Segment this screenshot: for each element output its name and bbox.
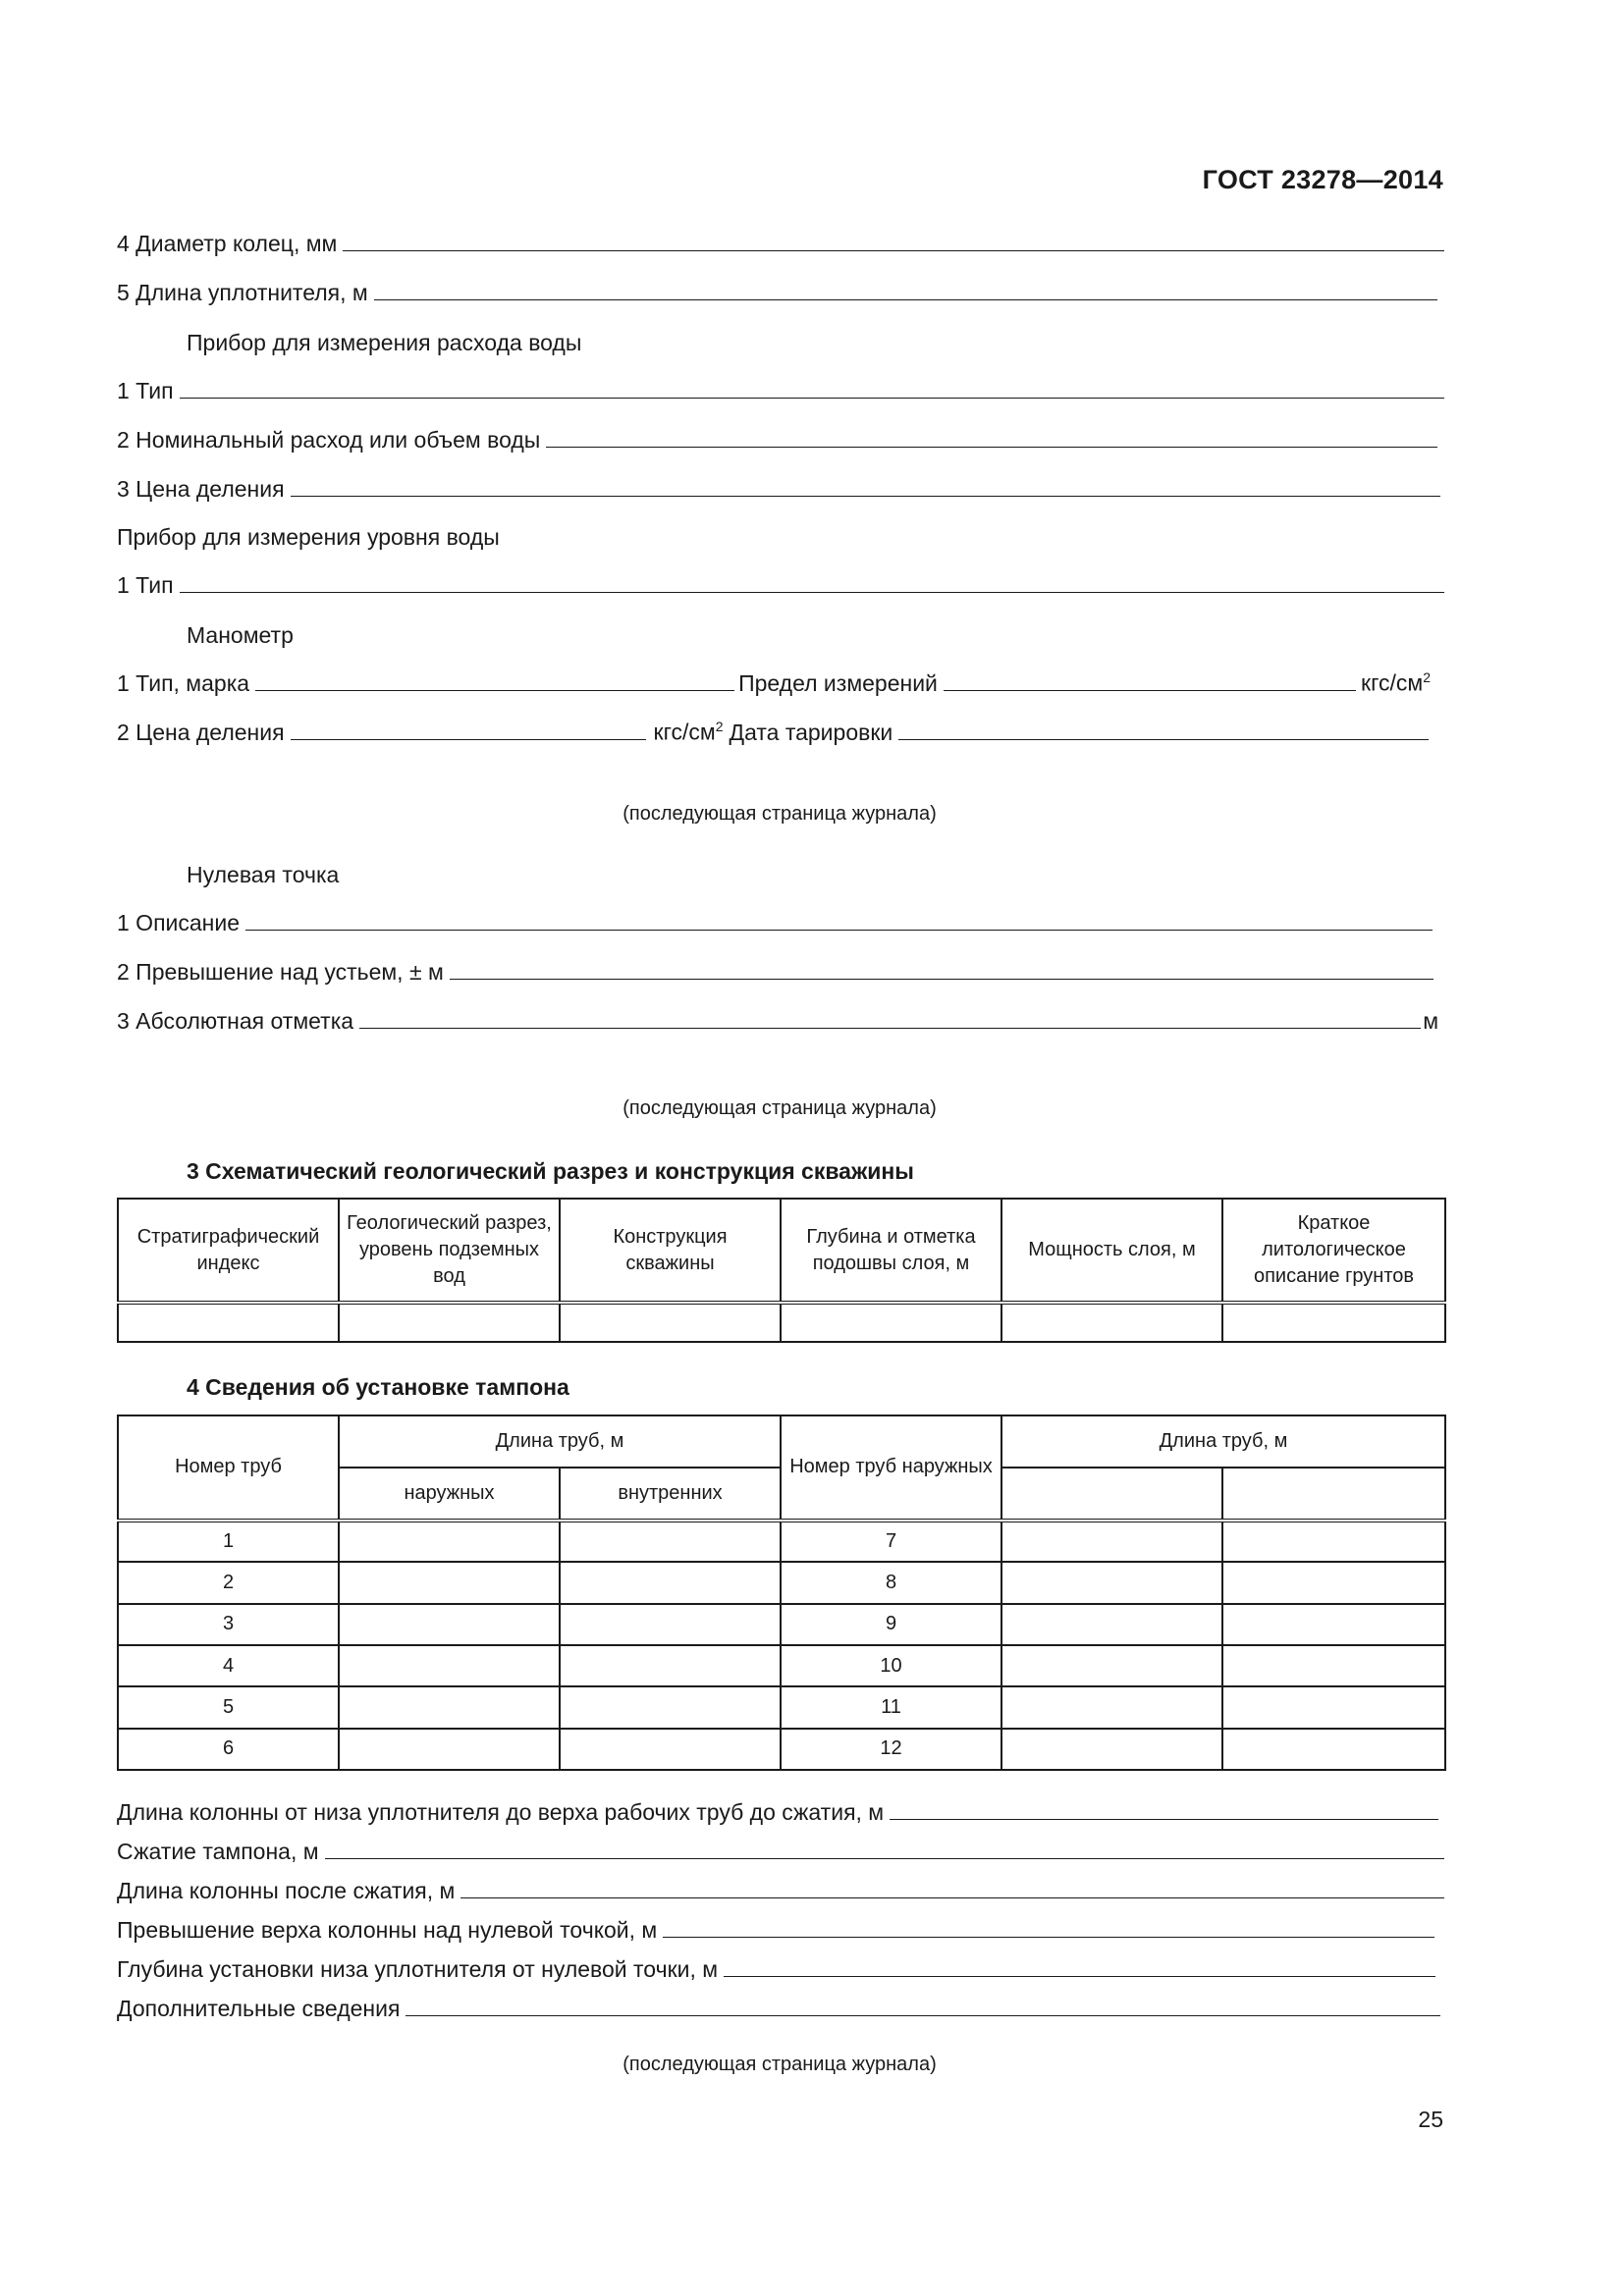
pipe-number-cell: 2 <box>118 1562 339 1603</box>
field-label: 1 Тип <box>117 378 174 403</box>
column-header: Стратиграфический индекс <box>118 1199 339 1303</box>
column-header: Длина труб, м <box>1001 1415 1445 1468</box>
field-label: Дата тарировки <box>729 720 893 745</box>
table-header-row <box>118 1415 1445 1468</box>
table-row <box>118 1645 1445 1686</box>
field-label: 3 Абсолютная отметка <box>117 1008 354 1034</box>
blank-line[interactable] <box>898 738 1429 740</box>
table-cell[interactable] <box>1001 1604 1222 1645</box>
field-label: 2 Номинальный расход или объем воды <box>117 427 541 453</box>
table-cell[interactable] <box>1001 1303 1222 1342</box>
table-cell[interactable] <box>1222 1686 1445 1728</box>
table-cell[interactable] <box>339 1604 560 1645</box>
column-header: Номер труб <box>118 1415 339 1521</box>
level-device-title: Прибор для измерения уровня воды <box>117 524 500 550</box>
table-cell[interactable] <box>339 1521 560 1562</box>
section-3-title: 3 Схематический геологический разрез и конструкция скважины <box>187 1158 914 1184</box>
table-cell[interactable] <box>1001 1521 1222 1562</box>
column-header: Геологический разрез, уровень подземных вод <box>339 1199 560 1303</box>
column-header: Конструкция скважины <box>560 1199 781 1303</box>
pipe-number-cell: 7 <box>781 1521 1001 1562</box>
pipe-number-cell: 6 <box>118 1729 339 1770</box>
column-header: наружных <box>339 1468 560 1520</box>
table-row <box>118 1686 1445 1728</box>
field-label: 1 Тип, марка <box>117 670 250 696</box>
pipe-number-cell: 9 <box>781 1604 1001 1645</box>
table-header-row <box>118 1199 1445 1303</box>
field-packer-compression <box>117 1832 1444 1865</box>
table-cell[interactable] <box>1222 1521 1445 1562</box>
field-flow-type <box>117 371 1444 404</box>
table-cell[interactable] <box>1222 1645 1445 1686</box>
next-page-note: (последующая страница журнала) <box>622 803 937 825</box>
blank-line[interactable] <box>255 689 734 691</box>
table-cell[interactable] <box>339 1303 560 1342</box>
field-label: Предел измерений <box>738 670 938 696</box>
field-manometer-type <box>117 664 1431 697</box>
blank-line[interactable] <box>359 1027 1421 1029</box>
table-cell[interactable] <box>1001 1562 1222 1603</box>
table-cell[interactable] <box>1001 1729 1222 1770</box>
table-cell[interactable] <box>560 1303 781 1342</box>
table-cell[interactable] <box>560 1521 781 1562</box>
next-page-note: (последующая страница журнала) <box>622 2054 937 2075</box>
field-label: 1 Описание <box>117 910 241 935</box>
field-label: Глубина установки низа уплотнителя от нулевой точки, м <box>117 1956 719 1982</box>
field-manometer-division <box>117 713 1429 746</box>
blank-line[interactable] <box>325 1857 1444 1859</box>
table-cell[interactable] <box>1222 1562 1445 1603</box>
column-header: Длина труб, м <box>339 1415 781 1468</box>
blank-line[interactable] <box>343 249 1444 251</box>
field-flow-division <box>117 469 1440 503</box>
pipe-number-cell: 1 <box>118 1521 339 1562</box>
blank-line[interactable] <box>374 298 1437 300</box>
field-zero-absolute <box>117 1001 1438 1035</box>
table-cell[interactable] <box>1222 1303 1445 1342</box>
field-zero-elevation <box>117 952 1434 986</box>
blank-line[interactable] <box>180 591 1444 593</box>
blank-line[interactable] <box>944 689 1356 691</box>
table-row <box>118 1729 1445 1770</box>
table-cell[interactable] <box>560 1729 781 1770</box>
table-cell[interactable] <box>339 1562 560 1603</box>
pipe-number-cell: 12 <box>781 1729 1001 1770</box>
blank-line[interactable] <box>291 738 646 740</box>
blank-line[interactable] <box>245 929 1433 931</box>
page-number: 25 <box>1418 2107 1443 2132</box>
blank-line[interactable] <box>450 978 1434 980</box>
field-label: Длина колонны после сжатия, м <box>117 1878 456 1903</box>
pipe-number-cell: 11 <box>781 1686 1001 1728</box>
table-cell[interactable] <box>560 1645 781 1686</box>
table-cell[interactable] <box>560 1562 781 1603</box>
table-cell[interactable] <box>118 1303 339 1342</box>
field-column-top <box>117 1910 1434 1944</box>
blank-line[interactable] <box>291 495 1440 497</box>
blank-line[interactable] <box>406 2014 1440 2016</box>
field-label: 3 Цена деления <box>117 476 285 502</box>
next-page-note: (последующая страница журнала) <box>622 1097 937 1119</box>
blank-line[interactable] <box>460 1896 1444 1898</box>
field-ring-diameter <box>117 224 1444 257</box>
column-header: Мощность слоя, м <box>1001 1199 1222 1303</box>
table-cell[interactable] <box>339 1645 560 1686</box>
table-cell[interactable] <box>560 1686 781 1728</box>
field-packer-length <box>117 273 1437 306</box>
field-column-before <box>117 1792 1438 1826</box>
table-row <box>118 1303 1445 1342</box>
blank-line[interactable] <box>724 1975 1435 1977</box>
flow-device-title: Прибор для измерения расхода воды <box>187 330 582 355</box>
table-cell[interactable] <box>339 1686 560 1728</box>
table-cell[interactable] <box>339 1729 560 1770</box>
column-header <box>1222 1468 1445 1520</box>
field-label: Сжатие тампона, м <box>117 1839 319 1864</box>
table-cell[interactable] <box>1001 1645 1222 1686</box>
pipe-number-cell: 10 <box>781 1645 1001 1686</box>
field-zero-description <box>117 903 1433 936</box>
unit-label: м <box>1423 1008 1438 1034</box>
blank-line[interactable] <box>663 1936 1434 1938</box>
field-column-after <box>117 1871 1444 1904</box>
table-row <box>118 1562 1445 1603</box>
unit-label: кгс/$см^2$ <box>653 719 724 745</box>
pipe-number-cell: 5 <box>118 1686 339 1728</box>
field-label: 5 Длина уплотнителя, м <box>117 280 368 305</box>
pipe-number-cell: 8 <box>781 1562 1001 1603</box>
table-cell[interactable] <box>1222 1729 1445 1770</box>
geology-table <box>117 1198 1446 1343</box>
table-cell[interactable] <box>1222 1604 1445 1645</box>
column-header: внутренних <box>560 1468 781 1520</box>
field-label: Превышение верха колонны над нулевой точкой, м <box>117 1917 658 1943</box>
field-label: 2 Цена деления <box>117 720 285 745</box>
field-flow-nominal <box>117 420 1437 454</box>
field-label: 2 Превышение над устьем, ± м <box>117 959 444 985</box>
field-level-type <box>117 565 1444 599</box>
blank-line[interactable] <box>890 1818 1438 1820</box>
field-additional <box>117 1989 1440 2022</box>
pipe-number-cell: 3 <box>118 1604 339 1645</box>
pipe-number-cell: 4 <box>118 1645 339 1686</box>
zero-point-title: Нулевая точка <box>187 862 340 887</box>
section-4-title: 4 Сведения об установке тампона <box>187 1374 569 1400</box>
column-header <box>1001 1468 1222 1520</box>
field-label: Дополнительные сведения <box>117 1996 401 2021</box>
table-cell[interactable] <box>1001 1686 1222 1728</box>
blank-line[interactable] <box>546 446 1437 448</box>
table-row <box>118 1604 1445 1645</box>
column-header: Номер труб наружных <box>781 1415 1001 1521</box>
field-label: 1 Тип <box>117 572 174 598</box>
table-row <box>118 1521 1445 1562</box>
tampon-table <box>117 1415 1446 1771</box>
manometer-title: Манометр <box>187 622 294 648</box>
table-cell[interactable] <box>560 1604 781 1645</box>
column-header: Краткое литологическое описание грунтов <box>1222 1199 1445 1303</box>
field-packer-depth <box>117 1949 1435 1983</box>
column-header: Глубина и отметка подошвы слоя, м <box>781 1199 1001 1303</box>
blank-line[interactable] <box>180 397 1444 399</box>
table-cell[interactable] <box>781 1303 1001 1342</box>
document-header-id: ГОСТ 23278—2014 <box>1202 165 1443 194</box>
field-label: 4 Диаметр колец, мм <box>117 231 338 256</box>
unit-label: кгс/$см^2$ <box>1361 669 1431 696</box>
field-label: Длина колонны от низа уплотнителя до верха рабочих труб до сжатия, м <box>117 1799 885 1825</box>
